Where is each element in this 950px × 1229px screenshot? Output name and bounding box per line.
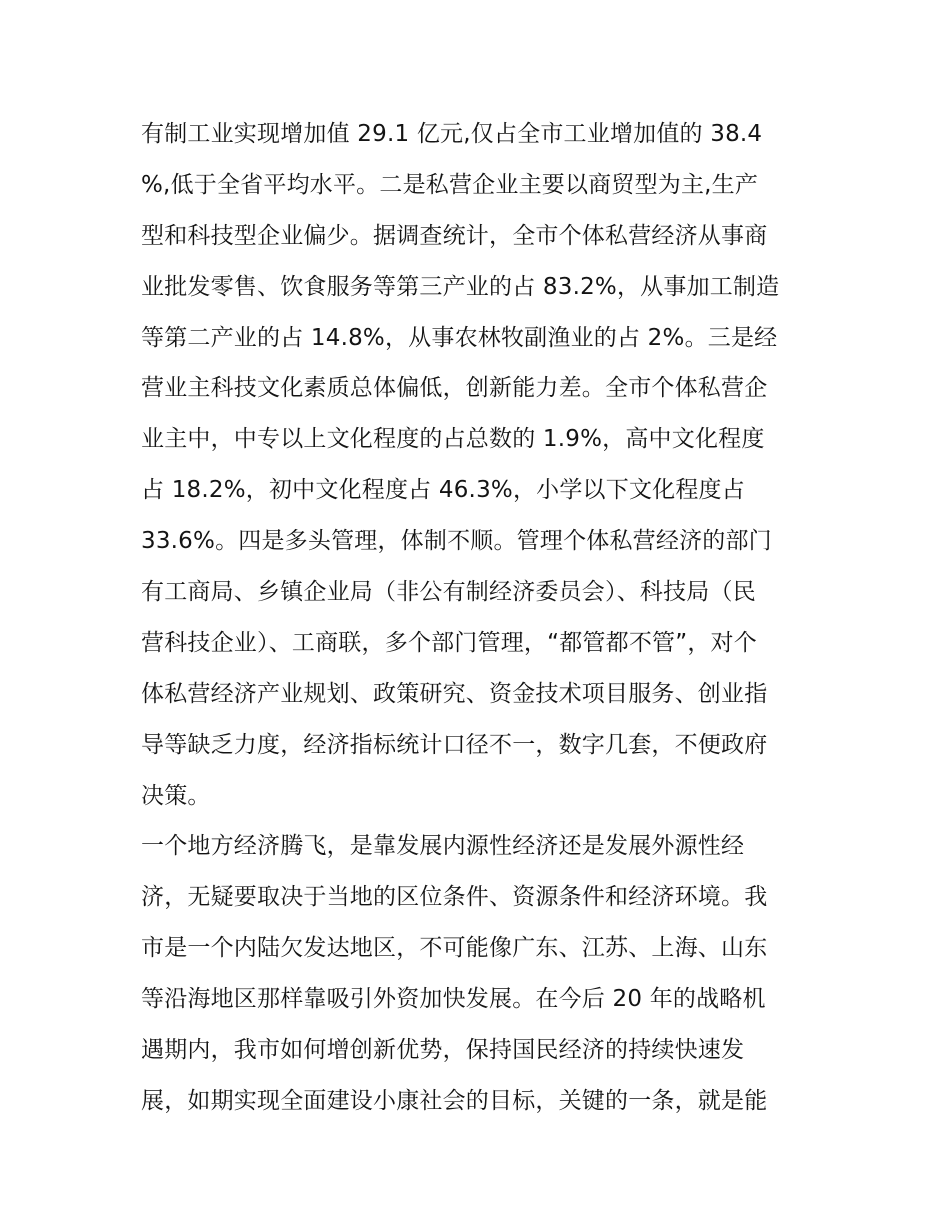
text-line: 等第二产业的占 14.8%，从事农林牧副渔业的占 2%。三是经 (141, 324, 778, 351)
text-line: 型和科技型企业偏少。据调查统计，全市个体私营经济从事商 (141, 222, 768, 249)
text-line: 一个地方经济腾飞，是靠发展内源性经济还是发展外源性经 (141, 833, 745, 860)
text-line: 等沿海地区那样靠吸引外资加快发展。在今后 20 年的战略机 (141, 986, 766, 1013)
text-line: 33.6%。四是多头管理，体制不顺。管理个体私营经济的部门 (141, 528, 772, 555)
text-line: 导等缺乏力度，经济指标统计口径不一，数字几套，不便政府 (141, 731, 768, 758)
text-line: 业批发零售、饮食服务等第三产业的占 83.2%，从事加工制造 (141, 273, 780, 300)
body-text (141, 109, 821, 1127)
text-line: 有制工业实现增加值 29.1 亿元,仅占全市工业增加值的 38.4 (141, 121, 763, 147)
text-line: %,低于全省平均水平。二是私营企业主要以商贸型为主,生产 (141, 171, 759, 198)
text-line: 营科技企业）、工商联，多个部门管理，“都管都不管”，对个 (141, 629, 757, 656)
text-line: 决策。 (141, 782, 211, 809)
text-line: 有工商局、乡镇企业局（非公有制经济委员会）、科技局（民 (141, 579, 756, 606)
text-line: 营业主科技文化素质总体偏低，创新能力差。全市个体私营企 (141, 375, 768, 402)
text-line: 遇期内，我市如何增创新优势，保持国民经济的持续快速发 (141, 1037, 745, 1064)
text-line: 展，如期实现全面建设小康社会的目标，关键的一条，就是能 (141, 1087, 768, 1114)
text-line: 业主中，中专以上文化程度的占总数的 1.9%，高中文化程度 (141, 426, 765, 453)
text-line: 市是一个内陆欠发达地区，不可能像广东、江苏、上海、山东 (141, 935, 768, 962)
text-line: 济，无疑要取决于当地的区位条件、资源条件和经济环境。我 (141, 884, 768, 911)
text-line: 体私营经济产业规划、政策研究、资金技术项目服务、创业指 (141, 680, 768, 707)
text-line: 占 18.2%，初中文化程度占 46.3%，小学以下文化程度占 (141, 477, 745, 504)
